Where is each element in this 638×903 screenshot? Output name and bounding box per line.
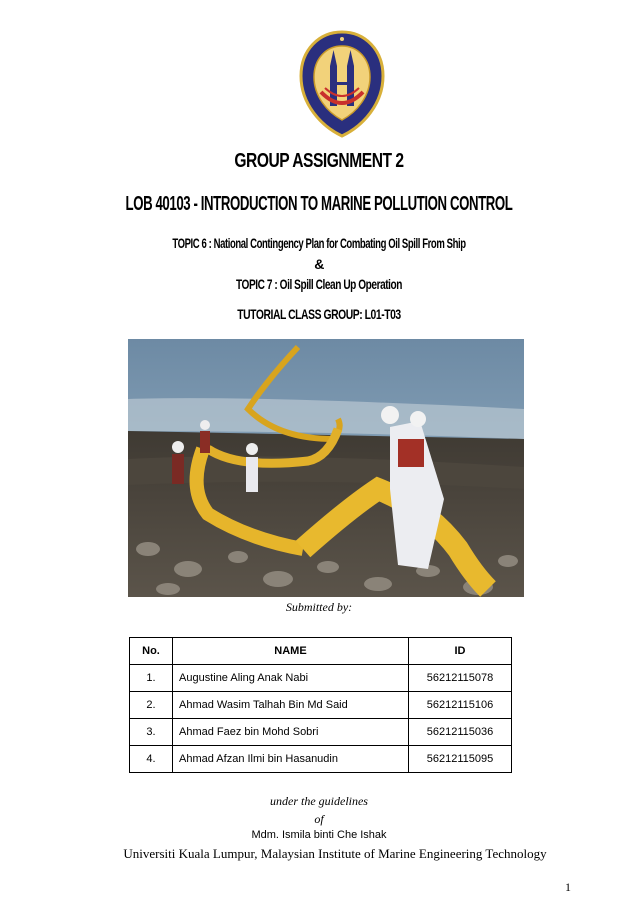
header-name: NAME xyxy=(173,638,409,665)
table-row xyxy=(130,719,512,746)
ampersand: & xyxy=(314,256,324,272)
assignment-title: GROUP ASSIGNMENT 2 xyxy=(234,150,404,172)
page-number: 1 xyxy=(565,880,571,894)
row-no: 2. xyxy=(130,692,173,719)
table-header-row xyxy=(130,638,512,665)
header-no: No. xyxy=(130,638,173,665)
supervisor-name: Mdm. Ismila binti Che Ishak xyxy=(251,829,387,841)
row-id: 56212115078 xyxy=(409,665,512,692)
topic-7: TOPIC 7 : Oil Spill Clean Up Operation xyxy=(235,276,402,292)
tutorial-class-group: TUTORIAL CLASS GROUP: L01-T03 xyxy=(237,306,401,322)
table-row xyxy=(130,692,512,719)
submitted-by-label: Submitted by: xyxy=(285,600,353,614)
table-row xyxy=(130,746,512,773)
course-title: LOB 40103 - INTRODUCTION TO MARINE POLLUTION CONTROL xyxy=(125,193,513,215)
institute-name: Universiti Kuala Lumpur, Malaysian Institute of Marine Engineering Technology xyxy=(123,846,547,861)
row-name: Ahmad Faez bin Mohd Sobri xyxy=(173,719,409,746)
table-row xyxy=(130,665,512,692)
row-name: Ahmad Afzan Ilmi bin Hasanudin xyxy=(173,746,409,773)
row-id: 56212115036 xyxy=(409,719,512,746)
guidelines-label: under the guidelines xyxy=(270,794,368,808)
row-no: 4. xyxy=(130,746,173,773)
row-id: 56212115106 xyxy=(409,692,512,719)
row-id: 56212115095 xyxy=(409,746,512,773)
group-members-table xyxy=(129,637,512,773)
row-no: 3. xyxy=(130,719,173,746)
oil-spill-cleanup-photo xyxy=(128,339,524,597)
row-no: 1. xyxy=(130,665,173,692)
row-name: Augustine Aling Anak Nabi xyxy=(173,665,409,692)
topic-6: TOPIC 6 : National Contingency Plan for Combating Oil Spill From Ship xyxy=(172,235,466,251)
university-logo xyxy=(299,30,385,138)
of-label: of xyxy=(314,812,324,826)
header-id: ID xyxy=(409,638,512,665)
row-name: Ahmad Wasim Talhah Bin Md Said xyxy=(173,692,409,719)
